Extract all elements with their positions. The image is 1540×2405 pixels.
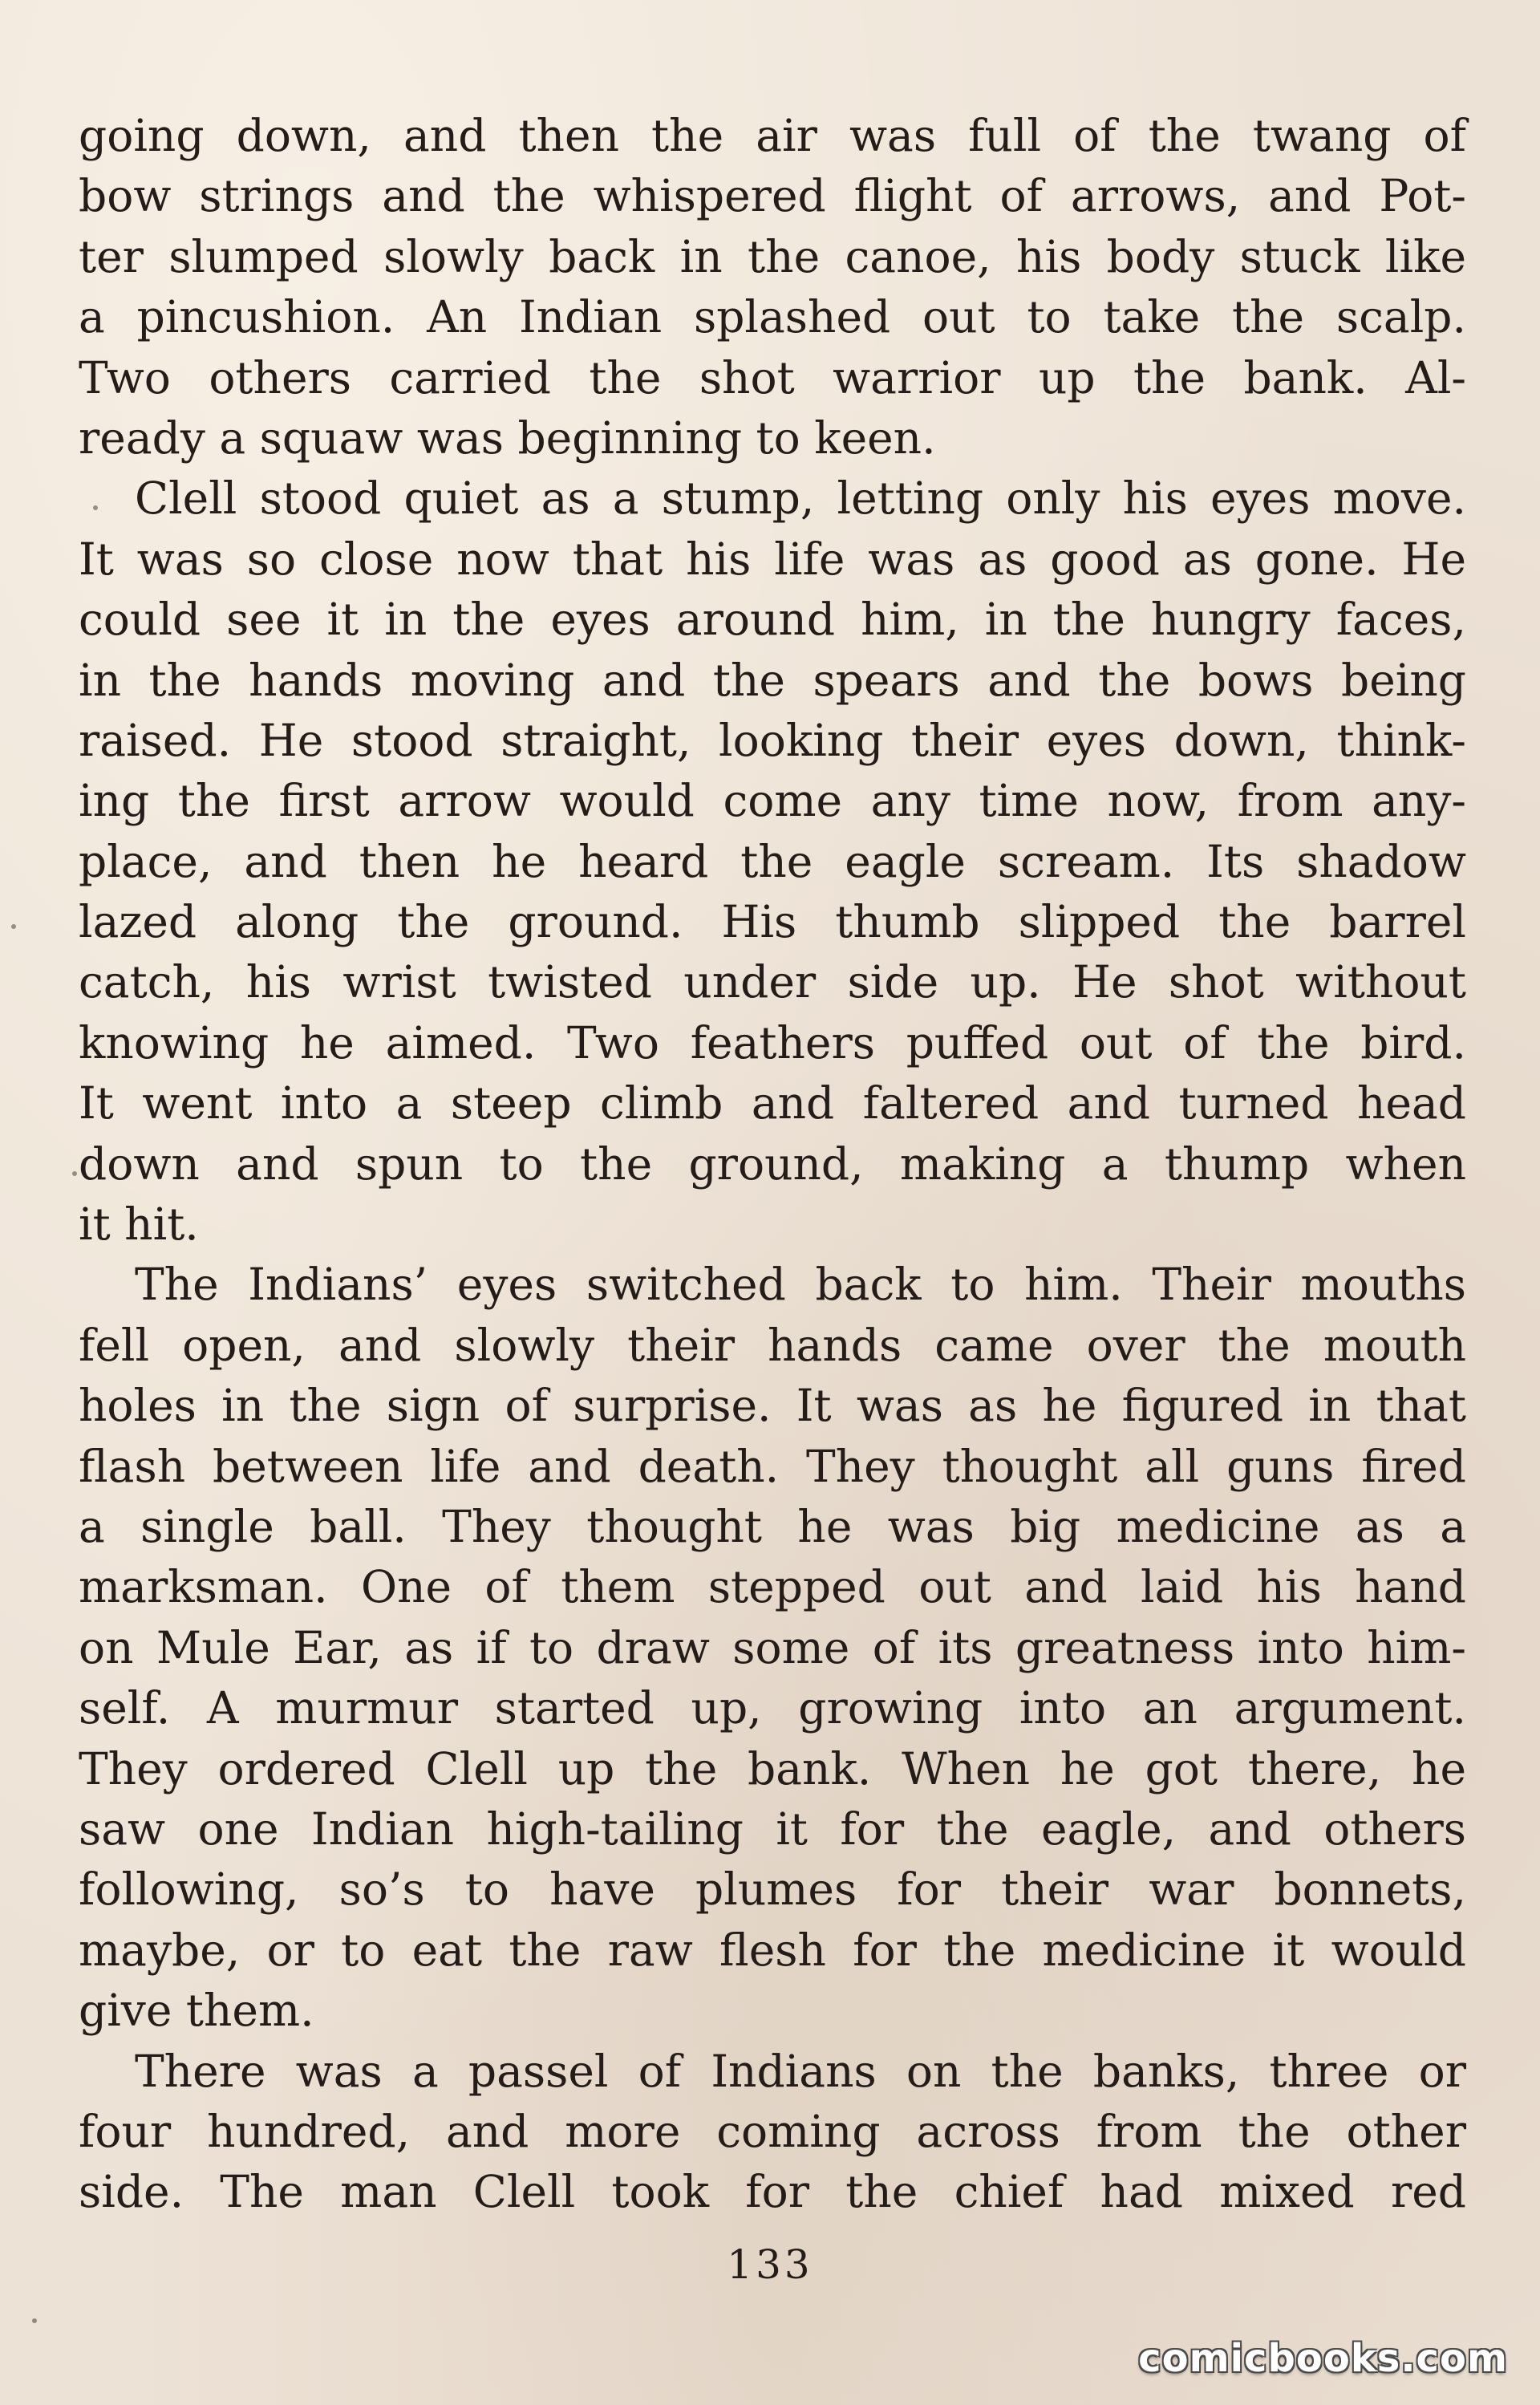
text-line: in the hands moving and the spears and the bows being <box>79 654 1466 706</box>
text-line: The Indians’ eyes switched back to him. Their mouths <box>135 1259 1466 1311</box>
ink-speck <box>32 2318 37 2323</box>
ink-speck <box>93 505 98 510</box>
text-line: raised. He stood straight, looking their eyes down, think- <box>79 714 1466 766</box>
text-line: knowing he aimed. Two feathers puffed out of the bird. <box>79 1016 1466 1069</box>
body-text <box>79 106 1466 2223</box>
text-line: bow strings and the whispered flight of arrows, and Pot- <box>79 170 1466 222</box>
text-line: could see it in the eyes around him, in the hungry faces, <box>79 594 1466 646</box>
text-line: a single ball. They thought he was big medicine as a <box>79 1500 1466 1552</box>
text-line: ready a squaw was beginning to keen. <box>79 412 936 464</box>
text-line: side. The man Clell took for the chief had mixed red <box>79 2166 1466 2218</box>
text-line: Clell stood quiet as a stump, letting only his eyes move. <box>135 472 1466 525</box>
text-line: following, so’s to have plumes for their war bonnets, <box>79 1864 1466 1916</box>
text-line: maybe, or to eat the raw flesh for the medicine it would <box>79 1924 1466 1976</box>
text-line: self. A murmur started up, growing into an argument. <box>79 1682 1466 1734</box>
text-line: lazed along the ground. His thumb slipped the barrel <box>79 896 1466 948</box>
text-line: There was a passel of Indians on the banks, three or <box>135 2045 1466 2097</box>
text-line: marksman. One of them stepped out and laid his hand <box>79 1561 1466 1613</box>
watermark: comicbooks.com <box>1138 2336 1508 2381</box>
text-line: on Mule Ear, as if to draw some of its greatness into him- <box>79 1621 1466 1673</box>
text-line: four hundred, and more coming across from the other <box>79 2105 1466 2157</box>
ink-speck <box>72 1171 77 1176</box>
text-line: flash between life and death. They thought all guns fired <box>79 1440 1466 1492</box>
text-line: They ordered Clell up the bank. When he got there, he <box>79 1742 1466 1795</box>
ink-speck <box>11 924 16 929</box>
text-line: place, and then he heard the eagle scream. Its shadow <box>79 835 1466 887</box>
text-line: down and spun to the ground, making a thump when <box>79 1138 1466 1190</box>
text-line: ter slumped slowly back in the canoe, his body stuck like <box>79 230 1466 282</box>
text-line: holes in the sign of surprise. It was as he figured in that <box>79 1380 1466 1432</box>
text-line: it hit. <box>79 1198 199 1251</box>
text-line: going down, and then the air was full of the twang of <box>79 110 1466 161</box>
text-line: catch, his wrist twisted under side up. He shot without <box>79 956 1466 1008</box>
text-line: saw one Indian high-tailing it for the eagle, and others <box>79 1803 1466 1855</box>
page-number: 133 <box>727 2241 813 2288</box>
text-line: It was so close now that his life was as good as gone. He <box>79 533 1466 585</box>
text-line: give them. <box>79 1985 314 2037</box>
text-line: a pincushion. An Indian splashed out to take the scalp. <box>79 291 1466 343</box>
text-line: ing the first arrow would come any time now, from any- <box>79 775 1466 827</box>
text-line: fell open, and slowly their hands came over the mouth <box>79 1319 1466 1371</box>
text-line: It went into a steep climb and faltered and turned head <box>79 1077 1466 1129</box>
text-line: Two others carried the shot warrior up the bank. Al- <box>79 351 1466 404</box>
